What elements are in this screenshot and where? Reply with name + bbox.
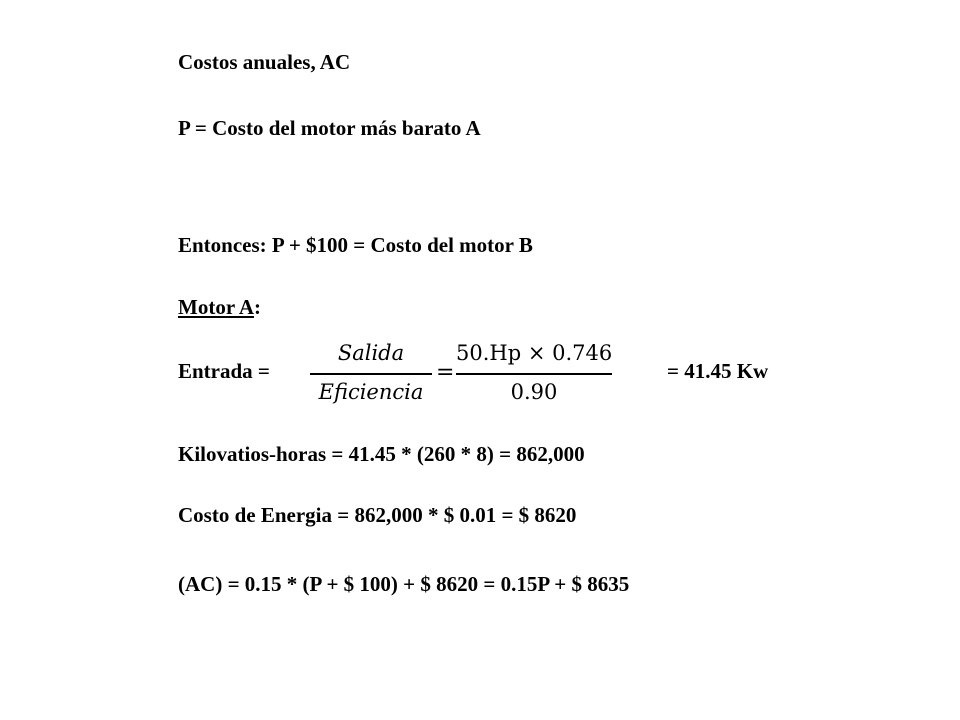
- p-definition: P = Costo del motor más barato A: [178, 116, 481, 140]
- fraction-bar: [456, 373, 612, 375]
- motor-a-heading: [178, 297, 261, 318]
- fraction-denominator-eficiencia: Eficiencia: [318, 380, 424, 404]
- fraction-denominator-efficiency: 0.90: [510, 380, 558, 404]
- energy-cost-line: Costo de Energia = 862,000 * $ 0.01 = $ 8620: [178, 503, 577, 527]
- formula-equals-sign: =: [436, 360, 455, 385]
- motor-a-colon: :: [254, 295, 262, 319]
- entrada-result: = 41.45 Kw: [667, 359, 769, 383]
- entrada-label: Entrada =: [178, 359, 270, 383]
- fraction-bar: [310, 373, 432, 375]
- motor-a-label: Motor A: [178, 295, 255, 319]
- annual-cost-line: (AC) = 0.15 * (P + $ 100) + $ 8620 = 0.15P + $ 8635: [178, 572, 630, 596]
- fraction-numerator-salida: Salida: [337, 341, 405, 365]
- title-costos-anuales: Costos anuales, AC: [178, 50, 351, 74]
- kilowatt-hours-line: Kilovatios-horas = 41.45 * (260 * 8) = 862,000: [178, 442, 585, 466]
- fraction-numerator-power: 50.Hp × 0.746: [456, 341, 613, 365]
- motor-b-cost: Entonces: P + $100 = Costo del motor B: [178, 233, 533, 257]
